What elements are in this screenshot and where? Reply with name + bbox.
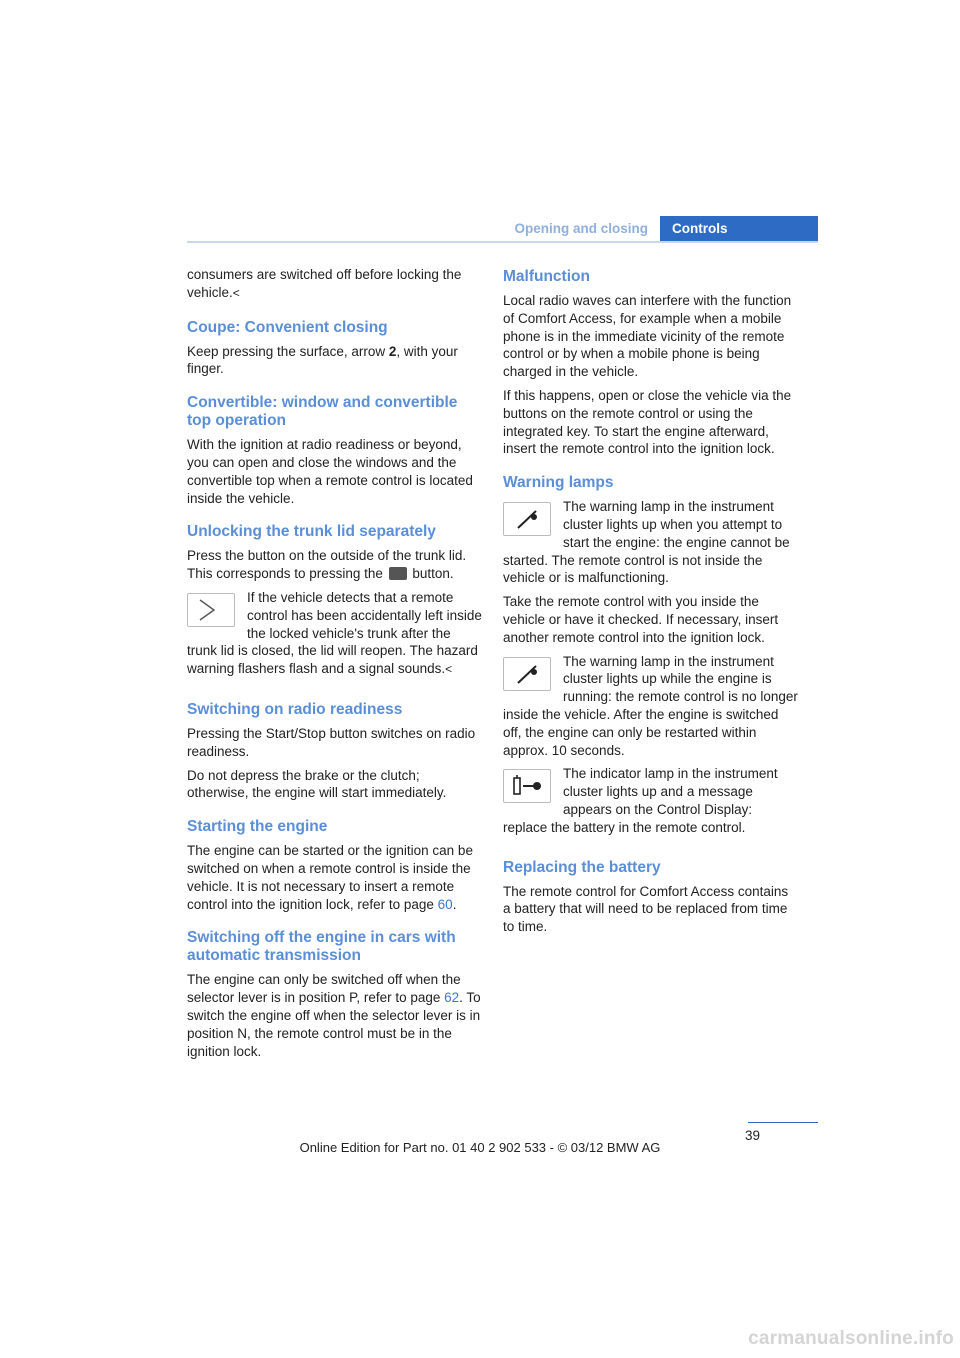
footer-rule xyxy=(748,1122,818,1123)
malfunction-paragraph-2: If this happens, open or close the vehicle via the buttons on the remote control or using the integrated key. To start the engine afterward, insert the remote control into the ignition lock. xyxy=(503,387,792,457)
note-triangle-icon xyxy=(187,593,235,627)
header-section-title: Opening and closing xyxy=(514,221,648,236)
page-number: 39 xyxy=(745,1128,761,1143)
malfunction-paragraph-1: Local radio waves can interfere with the function of Comfort Access, for example when a mobile phone is in the immediate vicinity of the remote control or by when a mobile phone is being charged in the vehicle. xyxy=(503,293,792,380)
header-chapter-tab: Controls xyxy=(660,216,818,242)
heading-starting-engine: Starting the engine xyxy=(187,818,328,836)
warning-item-1: The warning lamp in the instrument cluster lights up when you attempt to start the engine: the engine cannot be started. The remote control is not inside the vehicle or is malfunctioning. xyxy=(503,499,790,586)
heading-warning-lamps: Warning lamps xyxy=(503,474,614,492)
heading-replacing-battery: Replacing the battery xyxy=(503,858,661,876)
intro-paragraph: consumers are switched off before locking the vehicle.< xyxy=(187,267,462,300)
heading-radio-readiness: Switching on radio readiness xyxy=(187,700,403,718)
heading-trunk: Unlocking the trunk lid separately xyxy=(187,523,436,541)
coupe-paragraph: Keep pressing the surface, arrow 2, with your finger. xyxy=(187,343,458,377)
warning-item-3: The indicator lamp in the instrument cluster lights up and a message appears on the Control Display: replace the battery in the remote control. xyxy=(503,766,778,835)
left-column xyxy=(187,266,483,1066)
trunk-button-icon xyxy=(389,567,407,580)
heading-convertible: Convertible: window and convertible top operation xyxy=(187,394,458,430)
page-link-62[interactable]: 62 xyxy=(444,990,460,1006)
header-rule xyxy=(187,241,818,243)
key-warning-icon xyxy=(503,502,551,536)
battery-paragraph: The remote control for Comfort Access contains a battery that will need to be replaced from time to time. xyxy=(503,883,789,935)
end-mark: < xyxy=(445,662,453,677)
heading-malfunction: Malfunction xyxy=(503,268,590,285)
convertible-paragraph: With the ignition at radio readiness or beyond, you can open and close the windows and the convertible top when a remote control is located inside the vehicle. xyxy=(187,437,473,506)
key-warning-icon xyxy=(503,657,551,691)
page-link-60[interactable]: 60 xyxy=(437,896,453,912)
battery-key-icon xyxy=(503,769,551,803)
end-mark: < xyxy=(232,285,240,300)
watermark: carmanualsonline.info xyxy=(748,1328,954,1349)
heading-coupe-convenient-closing: Coupe: Convenient closing xyxy=(187,318,388,336)
radio-paragraph-2: Do not depress the brake or the clutch; otherwise, the engine will start immediately. xyxy=(187,767,447,801)
edition-footer: Online Edition for Part no. 01 40 2 902 533 - © 03/12 BMW AG xyxy=(299,1140,661,1155)
warning-item-2: The warning lamp in the instrument cluster lights up while the engine is running: the remote control is no longer inside the vehicle. After the engine is switched off, the engine can only be restarted within approx. 10 seconds. xyxy=(503,653,798,758)
warning-paragraph-2: Take the remote control with you inside the vehicle or have it checked. If necessary, insert another remote control into the ignition lock. xyxy=(503,594,779,645)
trunk-paragraph: Press the button on the outside of the trunk lid. This corresponds to pressing the button. xyxy=(187,548,467,582)
starting-paragraph: The engine can be started or the ignition can be switched on when a remote control is inside the vehicle. It is not necessary to insert a remote control into the ignition lock, refer to page 60. xyxy=(187,843,473,912)
heading-switching-off-engine: Switching off the engine in cars with automatic transmission xyxy=(187,929,456,965)
trunk-note: If the vehicle detects that a remote control has been accidentally left inside the locked vehicle's trunk after the trunk lid is closed, the lid will reopen. The hazard warning flashers flash and a signal sounds.< xyxy=(187,589,482,677)
switchoff-paragraph: The engine can only be switched off when the selector lever is in position P, refer to page 62. To switch the engine off when the selector lever is in position N, the remote control must be in the ignition lock. xyxy=(187,972,481,1059)
radio-paragraph-1: Pressing the Start/Stop button switches on radio readiness. xyxy=(187,725,476,759)
right-column xyxy=(503,266,799,942)
